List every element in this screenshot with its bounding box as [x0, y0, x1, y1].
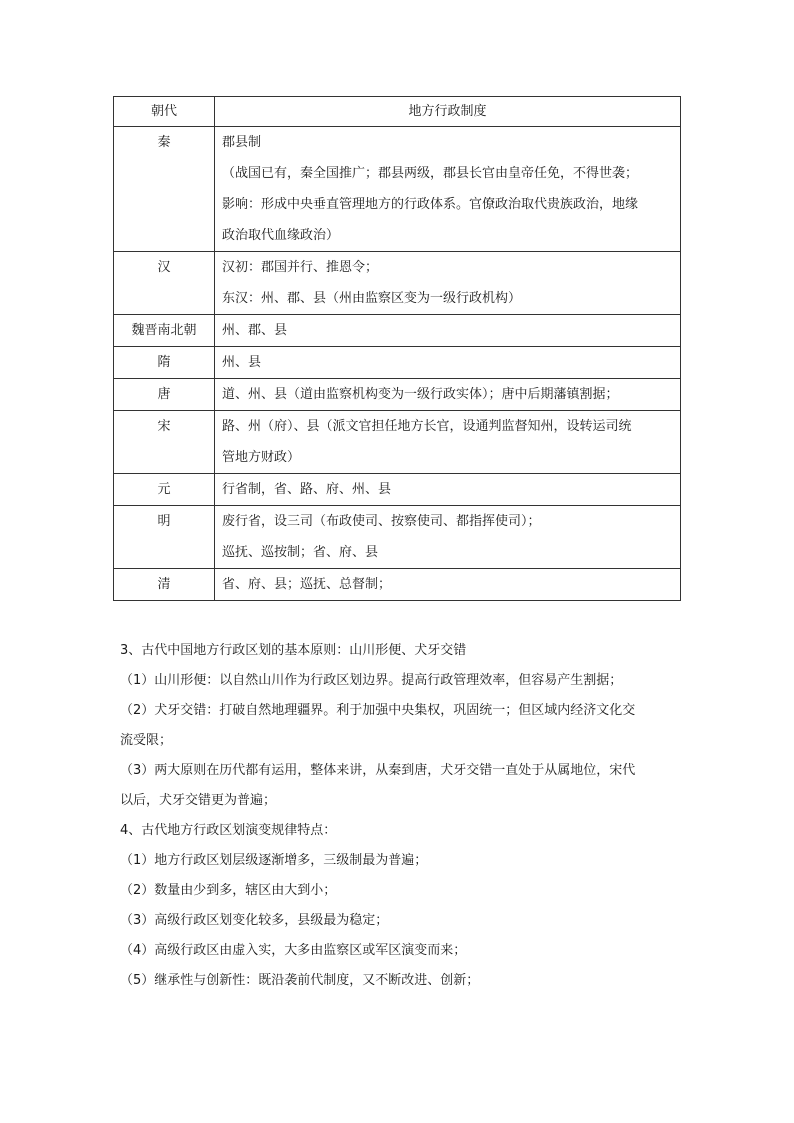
- system-line: 政治取代血缘政治）: [222, 228, 340, 243]
- paragraph-line: （2）犬牙交错：打破自然地理疆界。利于加强中央集权，巩固统一；但区域内经济文化交: [120, 703, 636, 718]
- dynasty-cell: 元: [114, 474, 215, 506]
- header-dynasty: 朝代: [114, 97, 215, 127]
- system-line: 影响：形成中央垂直管理地方的行政体系。官僚政治取代贵族政治，地缘: [222, 197, 639, 212]
- table-row: [114, 474, 681, 506]
- system-line: 汉初：郡国并行、推恩令；: [222, 260, 379, 275]
- table-row: [114, 347, 681, 379]
- table-row: [114, 506, 681, 569]
- paragraph-line: （2）数量由少到多，辖区由大到小；: [120, 883, 337, 898]
- paragraph-line: （3）两大原则在历代都有运用，整体来讲，从秦到唐，犬牙交错一直处于从属地位，宋代: [120, 763, 636, 778]
- paragraph-line: （3）高级行政区划变化较多，县级最为稳定；: [120, 913, 389, 928]
- system-line: 管地方财政）: [222, 450, 301, 465]
- system-line: 行省制，省、路、府、州、县: [222, 482, 392, 497]
- list-item: [120, 666, 680, 696]
- system-cell: [215, 379, 681, 411]
- system-line: （战国已有，秦全国推广；郡县两级，郡县长官由皇帝任免，不得世袭；: [222, 166, 639, 181]
- list-item: [120, 696, 680, 756]
- system-line: 州、郡、县: [222, 323, 288, 338]
- table-row: [114, 252, 681, 315]
- system-line: 东汉：州、郡、县（州由监察区变为一级行政机构）: [222, 291, 522, 306]
- paragraph-line: 以后，犬牙交错更为普遍；: [120, 793, 277, 808]
- table-header-row: [114, 97, 681, 127]
- paragraph-line: 流受限；: [120, 733, 173, 748]
- system-line: 巡抚、巡按制；省、府、县: [222, 545, 379, 560]
- list-item: [120, 846, 680, 876]
- table-row: [114, 127, 681, 252]
- system-cell: [215, 347, 681, 379]
- dynasty-cell: 明: [114, 506, 215, 569]
- dynasty-cell: 汉: [114, 252, 215, 315]
- system-cell: [215, 315, 681, 347]
- system-cell: [215, 506, 681, 569]
- system-line: 废行省，设三司（布政使司、按察使司、都指挥使司）；: [222, 514, 541, 529]
- system-line: 州、县: [222, 355, 262, 370]
- paragraph-trends-heading: [120, 816, 680, 846]
- list-item: [120, 756, 680, 816]
- table-row: [114, 379, 681, 411]
- system-cell: [215, 411, 681, 474]
- paragraph-line: （1）地方行政区划层级逐渐增多，三级制最为普遍；: [120, 853, 428, 868]
- list-item: [120, 936, 680, 966]
- table-row: [114, 411, 681, 474]
- dynasty-cell: 隋: [114, 347, 215, 379]
- system-cell: [215, 252, 681, 315]
- table-row: [114, 569, 681, 601]
- paragraph-line: 4、古代地方行政区划演变规律特点：: [120, 823, 337, 838]
- list-item: [120, 966, 680, 996]
- system-line: 道、州、县（道由监察机构变为一级行政实体）；唐中后期藩镇割据；: [222, 387, 619, 402]
- dynasty-cell: 唐: [114, 379, 215, 411]
- system-line: 路、州（府）、县（派文官担任地方长官，设通判监督知州，设转运司统: [222, 419, 632, 434]
- paragraph-line: （4）高级行政区由虚入实，大多由监察区或军区演变而来；: [120, 943, 467, 958]
- system-cell: [215, 474, 681, 506]
- body-text: [120, 636, 680, 996]
- paragraph-line: （1）山川形便：以自然山川作为行政区划边界。提高行政管理效率，但容易产生割据；: [120, 673, 623, 688]
- system-line: 郡县制: [222, 135, 262, 150]
- system-cell: [215, 127, 681, 252]
- dynasty-cell: 秦: [114, 127, 215, 252]
- list-item: [120, 876, 680, 906]
- paragraph-principles-heading: [120, 636, 680, 666]
- paragraph-line: （5）继承性与创新性：既沿袭前代制度，又不断改进、创新；: [120, 973, 480, 988]
- list-item: [120, 906, 680, 936]
- system-cell: [215, 569, 681, 601]
- table-row: [114, 315, 681, 347]
- administrative-system-table: [113, 96, 681, 601]
- paragraph-line: 3、古代中国地方行政区划的基本原则：山川形便、犬牙交错: [120, 643, 467, 658]
- dynasty-cell: 清: [114, 569, 215, 601]
- dynasty-cell: 魏晋南北朝: [114, 315, 215, 347]
- header-system: 地方行政制度: [215, 97, 681, 127]
- system-line: 省、府、县；巡抚、总督制；: [222, 577, 392, 592]
- dynasty-cell: 宋: [114, 411, 215, 474]
